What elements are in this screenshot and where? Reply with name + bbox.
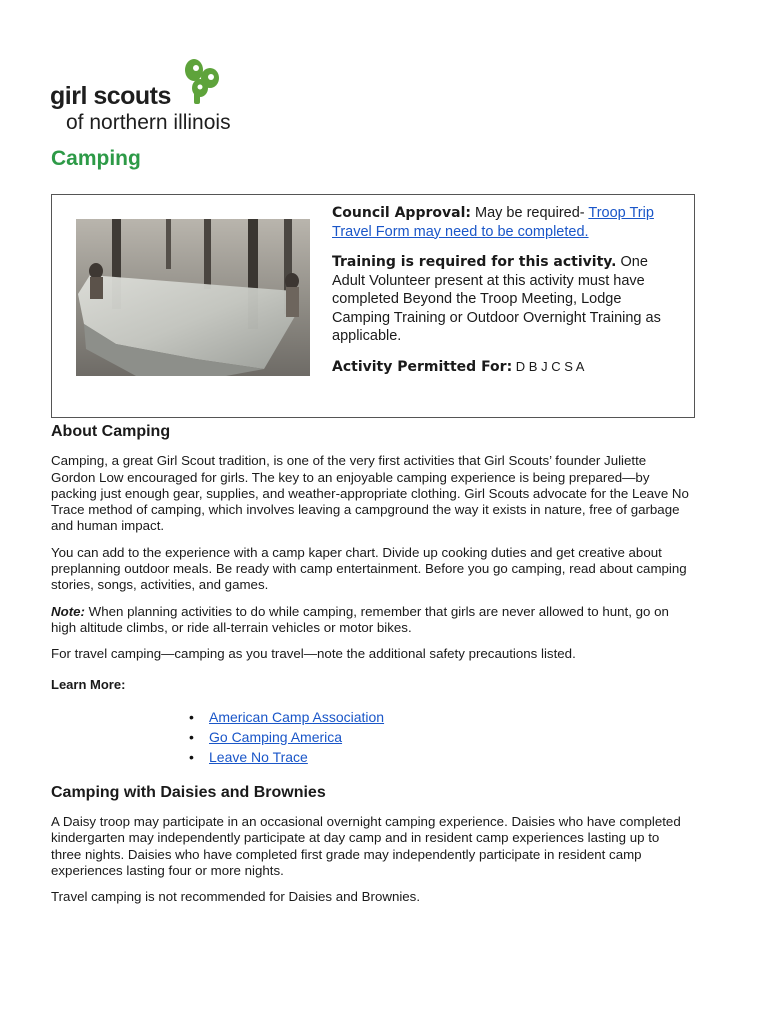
daisies-paragraph-1: A Daisy troop may participate in an occasional overnight camping experience. Daisies who have completed kindergarten may independently participate at day camp and in resident camp experiences lasting up to three nights. Daisies who have completed first grade may independently participate in resident camp experiences lasting four or more nights. [51, 814, 681, 879]
training-requirement [332, 253, 682, 346]
council-approval-text: May be required- [470, 205, 589, 221]
about-paragraph-2: You can add to the experience with a camp kaper chart. Divide up cooking duties and get creative about preplanning outdoor meals. Be ready with camp entertainment. Before you go camping, read about camping stories, songs, activities, and games. [51, 544, 687, 593]
council-approval-label: Council Approval: [332, 205, 471, 221]
logo-line-1: girl scouts [50, 82, 171, 110]
list-item [209, 707, 691, 727]
troop-trip-travel-form-link[interactable]: Troop Trip Travel Form may need to be completed. [332, 205, 654, 240]
list-item [209, 727, 691, 747]
daisies-paragraph-2: Travel camping is not recommended for Daisies and Brownies. [51, 889, 421, 905]
permitted-label: Activity Permitted For: [332, 358, 513, 375]
about-paragraph-1: Camping, a great Girl Scout tradition, is one of the very first activities that Girl Scouts’ founder Juliette Gordon Low encouraged for girls. The key to an enjoyable camping experience is being prepared—by packing just enough gear, supplies, and weather-appropriate clothing. Girl Scouts advocate for the Leave No Trace method of camping, which involves leaving a campground the way it exists in nature, free of garbage and human impact. [51, 453, 689, 534]
travel-camping-paragraph: For travel camping—camping as you travel—note the additional safety precautions listed. [51, 646, 576, 662]
organization-logo [50, 58, 250, 136]
about-camping-heading: About Camping [51, 423, 171, 440]
learn-more-label: Learn More: [51, 676, 126, 692]
daisies-brownies-heading: Camping with Daisies and Brownies [51, 783, 326, 801]
note-label: Note: [51, 603, 85, 619]
training-label: Training is required for this activity. [332, 254, 617, 270]
american-camp-association-link[interactable]: American Camp Association [209, 708, 385, 725]
training-text: One Adult Volunteer present at this activity must have completed Beyond the Troop Meeting, Lodge Camping Training or Outdoor Overnight Training as applicable. [332, 254, 661, 344]
logo-line-2: of northern illinois [66, 111, 231, 134]
leave-no-trace-link[interactable]: Leave No Trace [209, 748, 308, 765]
go-camping-america-link[interactable]: Go Camping America [209, 728, 343, 745]
page-title: Camping [51, 147, 141, 170]
note-text: When planning activities to do while camping, remember that girls are never allowed to hunt, go on high altitude climbs, or ride all-terrain vehicles or motor bikes. [51, 603, 669, 635]
activity-info-box [51, 194, 695, 418]
activity-requirements [332, 204, 682, 388]
activity-permitted [332, 358, 682, 377]
permitted-value: D B J C S A [512, 358, 585, 374]
learn-more-links [51, 707, 691, 767]
council-approval [332, 204, 682, 241]
list-item [209, 747, 691, 767]
note-paragraph [51, 604, 691, 637]
main-content [51, 424, 691, 916]
camping-photo [76, 219, 310, 376]
